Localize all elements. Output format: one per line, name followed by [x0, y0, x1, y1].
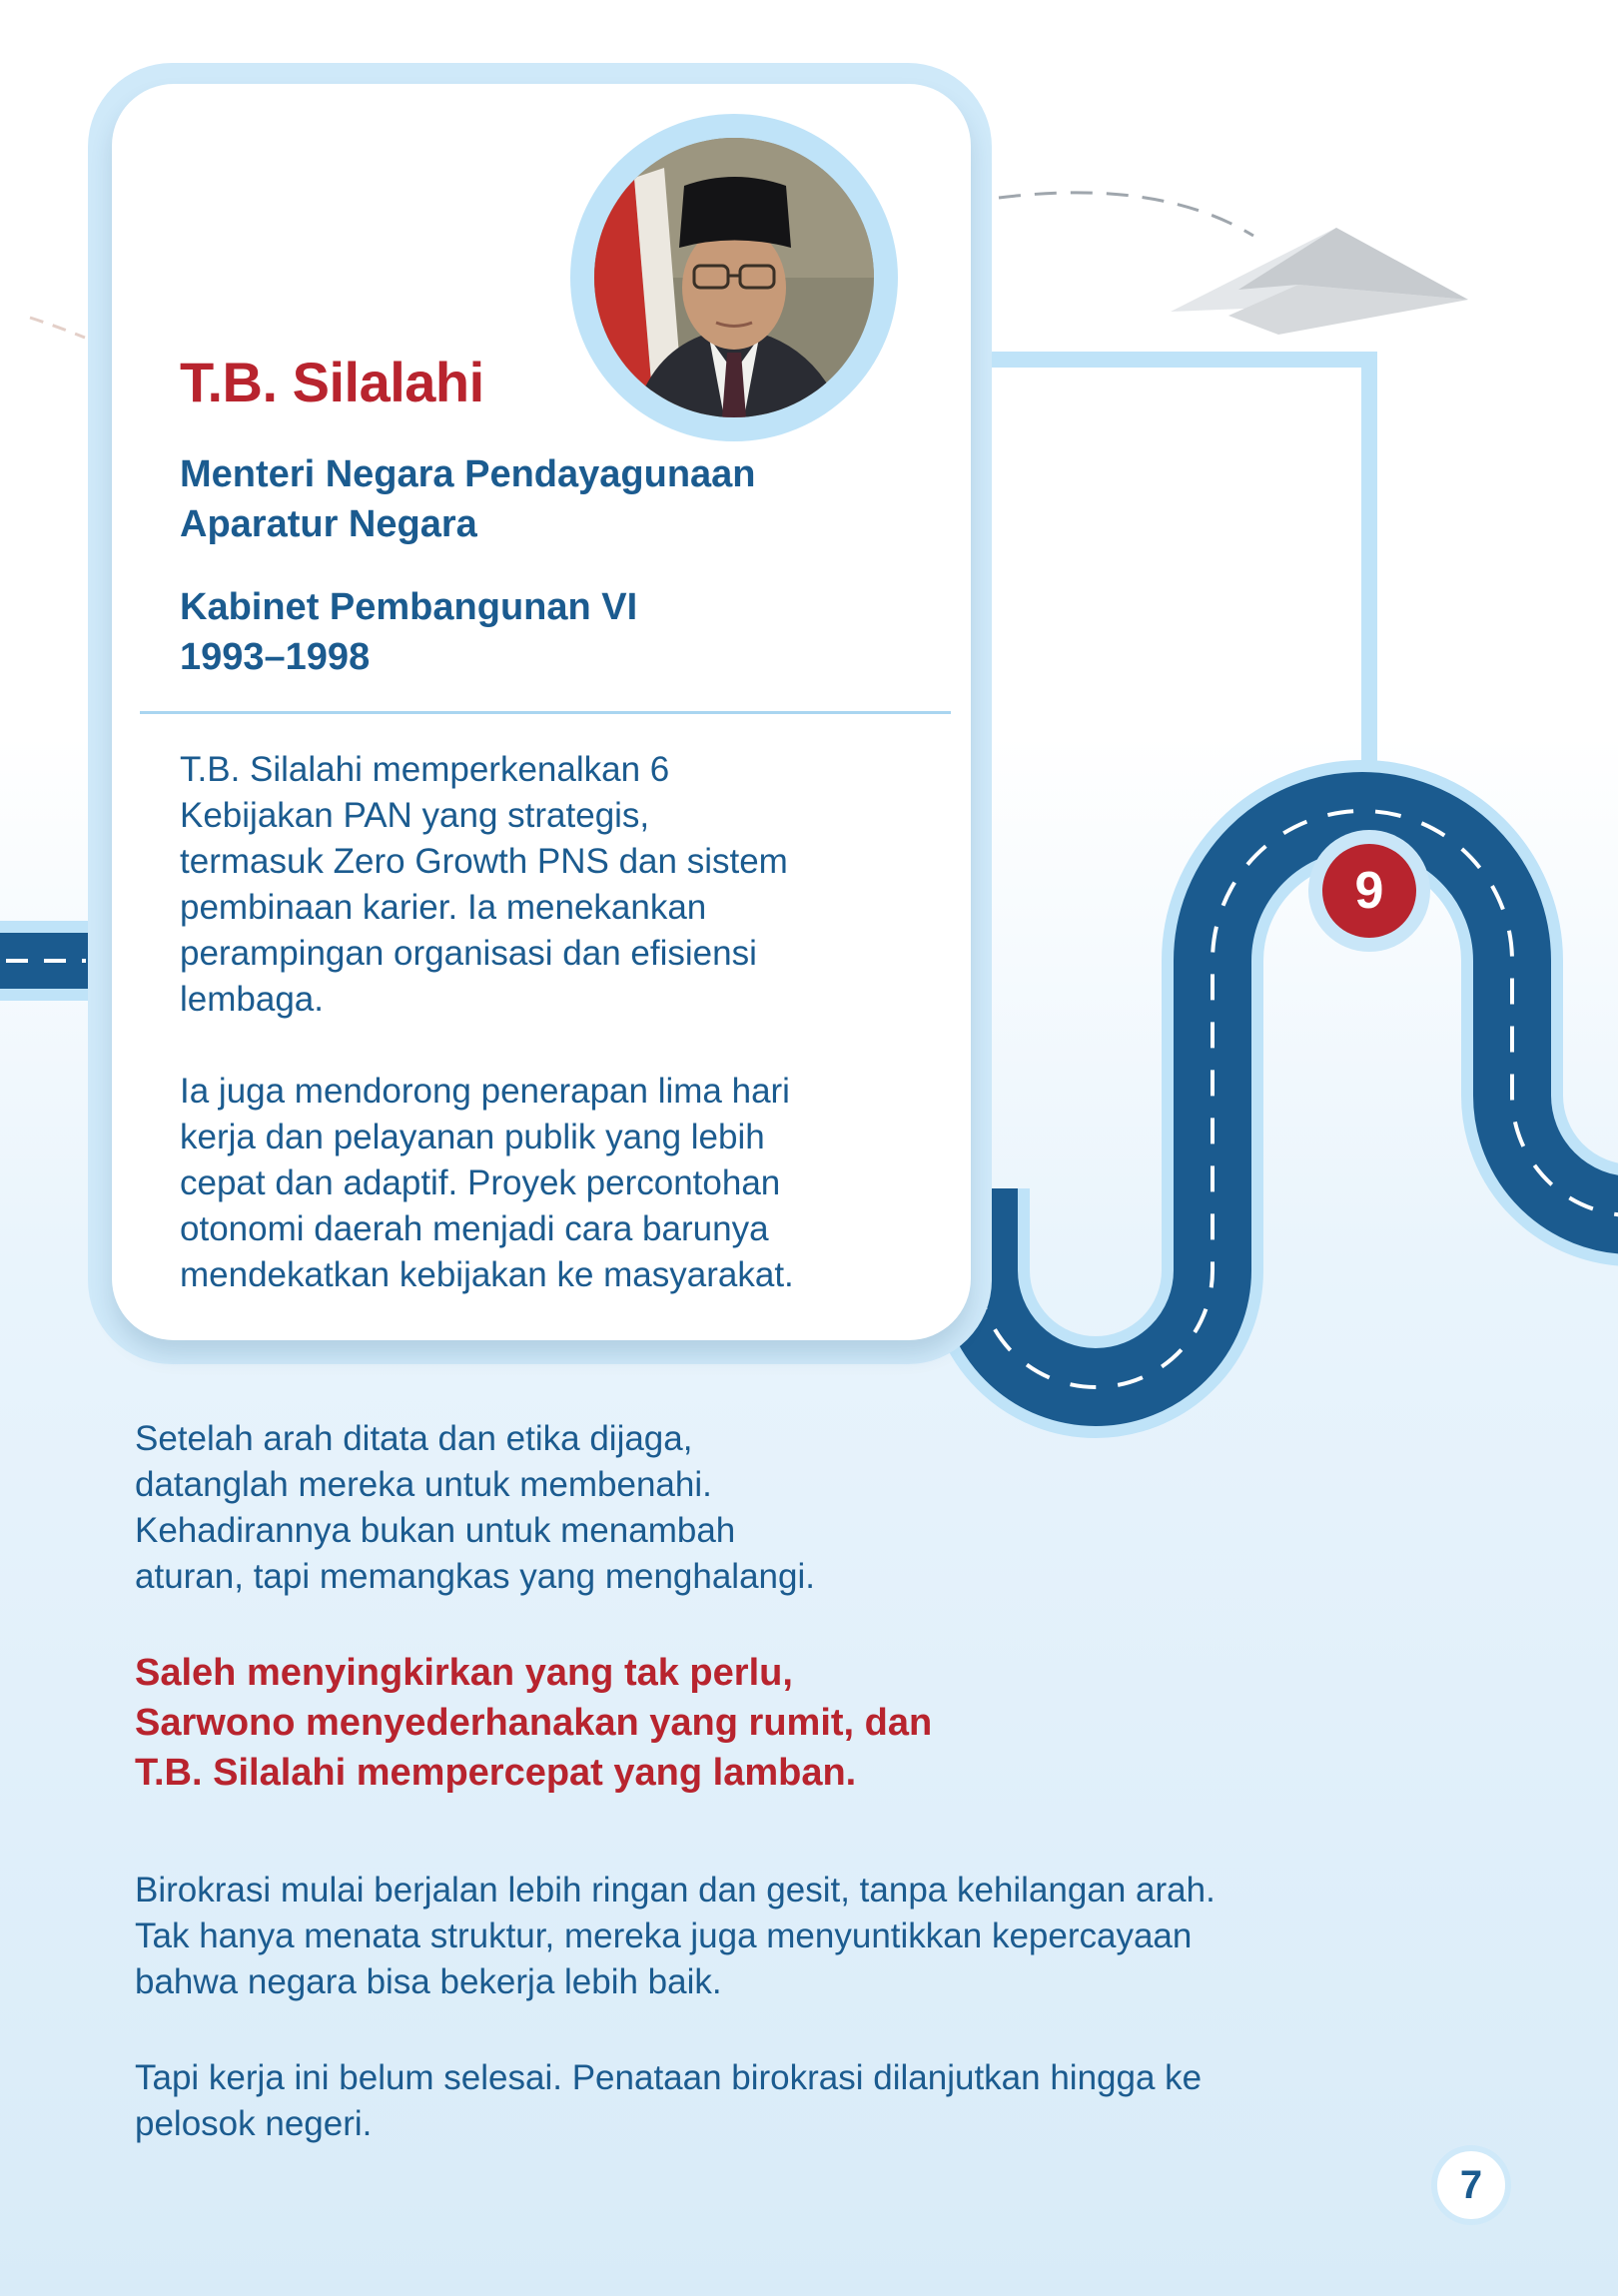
text-line: Birokrasi mulai berjalan lebih ringan dan gesit, tanpa kehilangan arah.: [135, 1871, 1215, 1910]
text-line: Ia juga mendorong penerapan lima hari: [180, 1072, 790, 1111]
paragraph-4: [135, 2055, 1523, 2147]
text-line: Saleh menyingkirkan yang tak perlu,: [135, 1652, 793, 1694]
text-line: datanglah mereka untuk membenahi.: [135, 1465, 712, 1504]
text-line: pelosok negeri.: [135, 2104, 373, 2143]
road-icon: [979, 811, 1618, 1387]
step-number: 9: [1322, 844, 1416, 938]
text-line: Kehadirannya bukan untuk menambah: [135, 1511, 736, 1550]
text-line: Tapi kerja ini belum selesai. Penataan birokrasi dilanjutkan hingga ke: [135, 2058, 1203, 2097]
highlight-paragraph: [135, 1648, 932, 1798]
profile-cabinet-line: Kabinet Pembangunan VI: [180, 586, 638, 628]
text-line: otonomi daerah menjadi cara barunya: [180, 1209, 769, 1248]
profile-description: [180, 747, 919, 1298]
road-stub-left: [0, 921, 90, 1001]
text-line: Sarwono menyederhanakan yang rumit, dan: [135, 1702, 933, 1744]
text-line: Tak hanya menata struktur, mereka juga menyuntikkan kepercayaan: [135, 1916, 1193, 1955]
profile-role-line: Menteri Negara Pendayagunaan: [180, 453, 756, 495]
profile-role: [180, 449, 879, 549]
description-paragraph-1: [180, 747, 919, 1023]
description-paragraph-2: [180, 1069, 919, 1298]
text-line: aturan, tapi memangkas yang menghalangi.: [135, 1557, 815, 1596]
portrait-photo: [594, 138, 874, 417]
intro-paragraph: [135, 1416, 1523, 1600]
text-line: Setelah arah ditata dan etika dijaga,: [135, 1419, 693, 1458]
portrait-illustration: [594, 138, 874, 417]
flight-path-left: [30, 318, 85, 338]
text-line: bahwa negara bisa bekerja lebih baik.: [135, 1962, 722, 2001]
paragraph-3: [135, 1868, 1523, 2005]
text-line: cepat dan adaptif. Proyek percontohan: [180, 1163, 781, 1202]
profile-name: T.B. Silalahi: [180, 351, 484, 413]
step-badge: [1308, 830, 1430, 952]
card-divider: [140, 711, 951, 714]
text-line: lembaga.: [180, 980, 324, 1019]
text-line: perampingan organisasi dan efisiensi: [180, 934, 757, 973]
profile-cabinet: [180, 582, 879, 682]
page-number: 7: [1431, 2145, 1511, 2225]
text-line: Kebijakan PAN yang strategis,: [180, 796, 650, 835]
profile-cabinet-years: 1993–1998: [180, 636, 371, 678]
text-line: mendekatkan kebijakan ke masyarakat.: [180, 1255, 794, 1294]
paper-plane-icon: [1171, 228, 1468, 335]
profile-role-line: Aparatur Negara: [180, 503, 477, 545]
text-line: T.B. Silalahi mempercepat yang lamban.: [135, 1752, 857, 1794]
text-line: termasuk Zero Growth PNS dan sistem: [180, 842, 788, 881]
text-line: kerja dan pelayanan publik yang lebih: [180, 1118, 765, 1156]
text-line: pembinaan karier. Ia menekankan: [180, 888, 707, 927]
flight-path-right: [999, 193, 1253, 236]
text-line: T.B. Silalahi memperkenalkan 6: [180, 750, 670, 789]
